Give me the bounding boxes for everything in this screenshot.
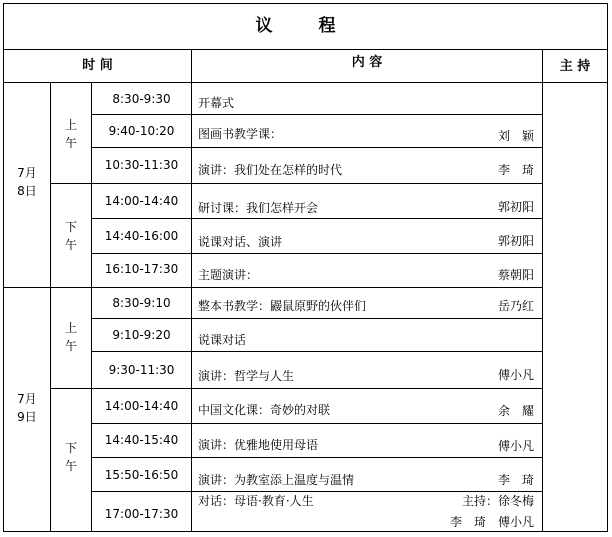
session-speaker: 李 琦 xyxy=(497,473,534,487)
session-time: 16:10-17:30 xyxy=(104,262,179,276)
page-title: 议 程 xyxy=(255,16,356,36)
rule-row xyxy=(91,457,542,458)
session-speaker: 刘 颖 xyxy=(497,129,534,143)
session-item: 演讲：我们处在怎样的时代 xyxy=(198,163,343,177)
rule-row xyxy=(91,318,542,319)
session-item: 说课对话 xyxy=(198,333,247,347)
session-time: 14:40-15:40 xyxy=(104,433,179,447)
rule-ampm-1 xyxy=(50,183,542,184)
rule-header xyxy=(4,82,607,83)
session-item: 研讨课：我们怎样开会 xyxy=(198,201,319,215)
session-time: 15:50-16:50 xyxy=(104,468,179,482)
session-item: 开幕式 xyxy=(198,96,235,110)
rule-row xyxy=(91,351,542,352)
session-speaker: 余 耀 xyxy=(497,404,534,418)
rule-row xyxy=(91,147,542,148)
session-time: 17:00-17:30 xyxy=(104,507,179,521)
session-time: 8:30-9:30 xyxy=(112,92,171,106)
pm-label-day1: 下 午 xyxy=(64,220,77,252)
header-host: 主 持 xyxy=(559,59,591,74)
session-item: 中国文化课：奇妙的对联 xyxy=(198,403,331,417)
session-item: 演讲：为教室添上温度与温情 xyxy=(198,473,355,487)
session-time: 14:00-14:40 xyxy=(104,399,179,413)
session-item: 整本书教学：鼹鼠原野的伙伴们 xyxy=(198,299,367,313)
session-item: 说课对话、演讲 xyxy=(198,235,283,249)
header-time: 时 间 xyxy=(82,58,113,73)
rule-col-time xyxy=(191,49,192,531)
session-speaker: 郭初阳 xyxy=(497,200,534,214)
session-time: 9:40-10:20 xyxy=(108,124,175,138)
rule-title xyxy=(4,49,607,50)
rule-row xyxy=(91,218,542,219)
session-speaker: 岳乃红 xyxy=(497,299,534,313)
session-speaker-2: 李 琦 傅小凡 xyxy=(449,515,534,529)
date-day2: 7月 9日 xyxy=(17,392,37,424)
session-item: 演讲：哲学与人生 xyxy=(198,369,295,383)
rule-col-content xyxy=(542,49,543,531)
rule-ampm-2 xyxy=(50,388,542,389)
session-speaker: 傅小凡 xyxy=(497,439,534,453)
session-item: 图画书教学课： xyxy=(198,127,283,141)
am-label-day2: 上 午 xyxy=(64,321,77,353)
header-content: 内 容 xyxy=(351,55,383,70)
session-speaker: 蔡朝阳 xyxy=(497,268,534,282)
session-speaker: 主持：徐冬梅 xyxy=(461,494,534,508)
rule-row xyxy=(91,114,542,115)
rule-row xyxy=(91,491,542,492)
session-item: 对话：母语·教育·人生 xyxy=(198,494,314,508)
pm-label-day2: 下 午 xyxy=(64,441,77,473)
session-item: 演讲：优雅地使用母语 xyxy=(198,438,319,452)
rule-day xyxy=(4,287,542,288)
session-time: 14:40-16:00 xyxy=(104,229,179,243)
date-day1: 7月 8日 xyxy=(17,166,37,198)
session-time: 14:00-14:40 xyxy=(104,194,179,208)
rule-row xyxy=(91,253,542,254)
am-label-day1: 上 午 xyxy=(64,118,77,150)
session-time: 9:30-11:30 xyxy=(108,363,175,377)
rule-row xyxy=(91,423,542,424)
session-item: 主题演讲： xyxy=(198,268,259,282)
session-speaker: 郭初阳 xyxy=(497,234,534,248)
session-speaker: 李 琦 xyxy=(497,163,534,177)
session-time: 9:10-9:20 xyxy=(112,328,171,342)
session-time: 8:30-9:10 xyxy=(112,296,171,310)
session-time: 10:30-11:30 xyxy=(104,158,179,172)
session-speaker: 傅小凡 xyxy=(497,368,534,382)
agenda-table xyxy=(3,3,608,532)
